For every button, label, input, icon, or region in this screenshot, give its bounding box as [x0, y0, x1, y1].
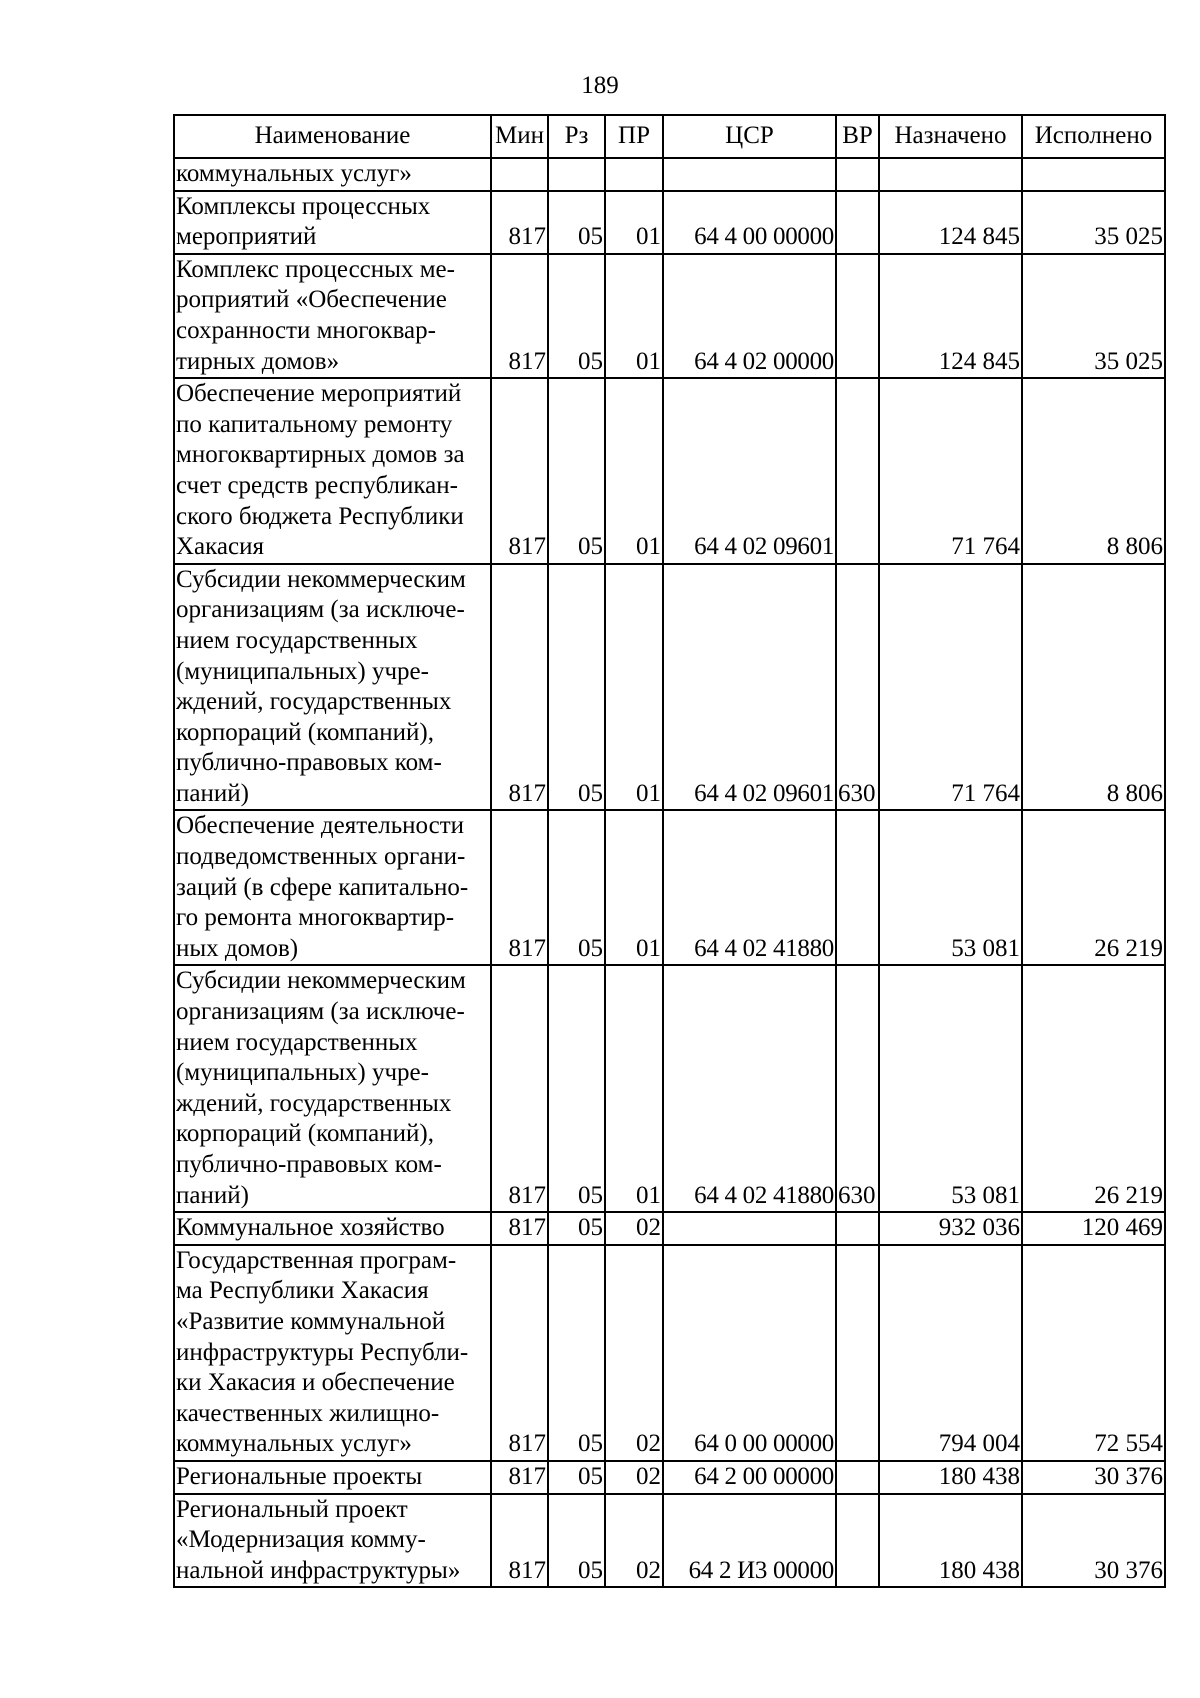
row-name — [174, 564, 491, 811]
row-executed: 8 806 — [1022, 378, 1165, 564]
row-name-line: мероприятий — [176, 223, 317, 251]
row-name-line: го ремонта многоквартир- — [176, 904, 455, 932]
row-executed: 35 025 — [1022, 191, 1165, 254]
row-assigned: 932 036 — [879, 1212, 1022, 1245]
table-row — [174, 158, 1165, 191]
row-pr — [605, 158, 663, 191]
table-row — [174, 1245, 1165, 1461]
row-name-line: Комплекс процессных ме- — [176, 255, 455, 283]
row-name-line: нием государственных — [176, 1028, 418, 1056]
row-csr: 64 2 00 00000 — [663, 1461, 836, 1494]
row-pr: 02 — [605, 1494, 663, 1588]
header-pr: ПР — [605, 115, 663, 158]
row-assigned — [879, 158, 1022, 191]
row-name-line: (муниципальных) учре- — [176, 1059, 429, 1087]
row-name-line: организациям (за исключе- — [176, 998, 465, 1026]
row-rz: 05 — [548, 1461, 605, 1494]
row-name-line: паний) — [176, 779, 249, 807]
row-rz: 05 — [548, 1494, 605, 1588]
row-executed: 26 219 — [1022, 965, 1165, 1212]
row-assigned: 71 764 — [879, 378, 1022, 564]
row-assigned: 71 764 — [879, 564, 1022, 811]
row-name-line: нием государственных — [176, 626, 418, 654]
row-vr — [836, 1212, 879, 1245]
row-name-line: тирных домов» — [176, 347, 340, 375]
row-rz: 05 — [548, 254, 605, 378]
row-name-line: сохранности многоквар- — [176, 316, 436, 344]
row-assigned: 180 438 — [879, 1461, 1022, 1494]
row-name-line: «Развитие коммунальной — [176, 1307, 446, 1335]
table-row — [174, 378, 1165, 564]
row-name-line: паний) — [176, 1181, 249, 1209]
row-name-line: коммунальных услуг» — [176, 160, 412, 187]
row-pr: 02 — [605, 1245, 663, 1461]
row-name — [174, 1494, 491, 1588]
budget-table — [173, 114, 1166, 1588]
row-name-line: по капитальному ремонту — [176, 410, 453, 438]
header-vr: ВР — [836, 115, 879, 158]
row-pr: 01 — [605, 965, 663, 1212]
row-csr: 64 4 02 09601 — [663, 564, 836, 811]
row-name-line: качественных жилищно- — [176, 1399, 440, 1427]
row-name-line: Региональный проект — [176, 1495, 408, 1523]
row-csr: 64 2 И3 00000 — [663, 1494, 836, 1588]
row-assigned: 124 845 — [879, 254, 1022, 378]
row-rz: 05 — [548, 564, 605, 811]
row-csr: 64 0 00 00000 — [663, 1245, 836, 1461]
row-vr — [836, 191, 879, 254]
table-row — [174, 191, 1165, 254]
row-pr: 01 — [605, 191, 663, 254]
row-name — [174, 254, 491, 378]
row-csr — [663, 1212, 836, 1245]
row-assigned: 794 004 — [879, 1245, 1022, 1461]
row-min: 817 — [491, 564, 548, 811]
row-csr: 64 4 02 41880 — [663, 810, 836, 965]
header-name: Наименование — [174, 115, 491, 158]
row-min: 817 — [491, 378, 548, 564]
row-name — [174, 965, 491, 1212]
row-rz: 05 — [548, 810, 605, 965]
row-assigned: 53 081 — [879, 810, 1022, 965]
row-rz: 05 — [548, 378, 605, 564]
row-csr: 64 4 00 00000 — [663, 191, 836, 254]
row-name-line: корпораций (компаний), — [176, 718, 434, 746]
row-rz: 05 — [548, 965, 605, 1212]
row-vr — [836, 1461, 879, 1494]
row-name-line: многоквартирных домов за — [176, 441, 465, 469]
row-name-line: Коммунальное хозяйство — [176, 1214, 445, 1242]
row-pr: 01 — [605, 810, 663, 965]
row-rz — [548, 158, 605, 191]
row-name-line: Хакасия — [176, 533, 264, 561]
table-row — [174, 965, 1165, 1212]
row-name-line: Комплексы процессных — [176, 192, 431, 220]
row-name — [174, 1461, 491, 1494]
row-name-line: публично-правовых ком- — [176, 749, 442, 777]
row-assigned: 180 438 — [879, 1494, 1022, 1588]
row-vr: 630 — [836, 965, 879, 1212]
row-pr: 02 — [605, 1212, 663, 1245]
row-name-line: Субсидии некоммерческим — [176, 565, 466, 593]
row-assigned: 53 081 — [879, 965, 1022, 1212]
row-min: 817 — [491, 965, 548, 1212]
row-vr — [836, 1494, 879, 1588]
row-min: 817 — [491, 1494, 548, 1588]
header-csr: ЦСР — [663, 115, 836, 158]
row-name-line: счет средств республикан- — [176, 471, 458, 499]
row-name — [174, 1212, 491, 1245]
row-vr — [836, 1245, 879, 1461]
table-row — [174, 1461, 1165, 1494]
row-name — [174, 158, 491, 191]
row-min: 817 — [491, 191, 548, 254]
row-name-line: ных домов) — [176, 934, 299, 962]
row-min: 817 — [491, 1245, 548, 1461]
row-name-line: Государственная програм- — [176, 1246, 457, 1274]
row-name-line: публично-правовых ком- — [176, 1151, 442, 1178]
row-name-line: Обеспечение деятельности — [176, 812, 465, 840]
row-executed: 30 376 — [1022, 1494, 1165, 1588]
row-name — [174, 1245, 491, 1461]
row-rz: 05 — [548, 1212, 605, 1245]
row-name-line: (муниципальных) учре- — [176, 657, 429, 685]
row-executed: 120 469 — [1022, 1212, 1165, 1245]
table-row — [174, 1212, 1165, 1245]
row-min: 817 — [491, 254, 548, 378]
row-name-line: ждений, государственных — [176, 688, 452, 716]
row-min: 817 — [491, 1461, 548, 1494]
header-rz: Рз — [548, 115, 605, 158]
row-min: 817 — [491, 1212, 548, 1245]
table-row — [174, 564, 1165, 811]
row-vr — [836, 254, 879, 378]
row-assigned: 124 845 — [879, 191, 1022, 254]
row-executed: 26 219 — [1022, 810, 1165, 965]
row-name-line: Субсидии некоммерческим — [176, 967, 466, 995]
row-csr — [663, 158, 836, 191]
row-name-line: Региональные проекты — [176, 1462, 423, 1490]
row-executed — [1022, 158, 1165, 191]
row-name-line: ки Хакасия и обеспечение — [176, 1369, 455, 1397]
row-name — [174, 378, 491, 564]
row-min: 817 — [491, 810, 548, 965]
row-vr — [836, 810, 879, 965]
row-executed: 30 376 — [1022, 1461, 1165, 1494]
row-pr: 01 — [605, 254, 663, 378]
row-name-line: ского бюджета Республики — [176, 502, 464, 530]
row-vr — [836, 378, 879, 564]
row-vr — [836, 158, 879, 191]
row-rz: 05 — [548, 191, 605, 254]
row-csr: 64 4 02 00000 — [663, 254, 836, 378]
row-rz: 05 — [548, 1245, 605, 1461]
row-csr: 64 4 02 41880 — [663, 965, 836, 1212]
row-vr: 630 — [836, 564, 879, 811]
row-name-line: организациям (за исключе- — [176, 596, 465, 624]
row-pr: 01 — [605, 378, 663, 564]
row-name-line: нальной инфраструктуры» — [176, 1556, 461, 1584]
page-number: 189 — [581, 72, 619, 99]
row-name-line: роприятий «Обеспечение — [176, 286, 447, 314]
table-row — [174, 810, 1165, 965]
row-name-line: корпораций (компаний), — [176, 1120, 434, 1148]
row-pr: 02 — [605, 1461, 663, 1494]
header-assigned: Назначено — [879, 115, 1022, 158]
header-executed: Исполнено — [1022, 115, 1165, 158]
row-name-line: коммунальных услуг» — [176, 1430, 412, 1458]
row-name — [174, 810, 491, 965]
row-executed: 35 025 — [1022, 254, 1165, 378]
row-min — [491, 158, 548, 191]
table-row — [174, 254, 1165, 378]
row-executed: 8 806 — [1022, 564, 1165, 811]
row-csr: 64 4 02 09601 — [663, 378, 836, 564]
row-name — [174, 191, 491, 254]
table-row — [174, 1494, 1165, 1588]
row-name-line: ма Республики Хакасия — [176, 1277, 429, 1305]
row-name-line: «Модернизация комму- — [176, 1526, 426, 1554]
row-name-line: инфраструктуры Республи- — [176, 1338, 469, 1366]
row-name-line: ждений, государственных — [176, 1089, 452, 1117]
row-pr: 01 — [605, 564, 663, 811]
row-name-line: Обеспечение мероприятий — [176, 380, 462, 408]
row-name-line: подведомственных органи- — [176, 843, 466, 871]
header-min: Мин — [491, 115, 548, 158]
row-name-line: заций (в сфере капитально- — [176, 873, 469, 901]
table-header-row — [174, 115, 1165, 158]
row-executed: 72 554 — [1022, 1245, 1165, 1461]
